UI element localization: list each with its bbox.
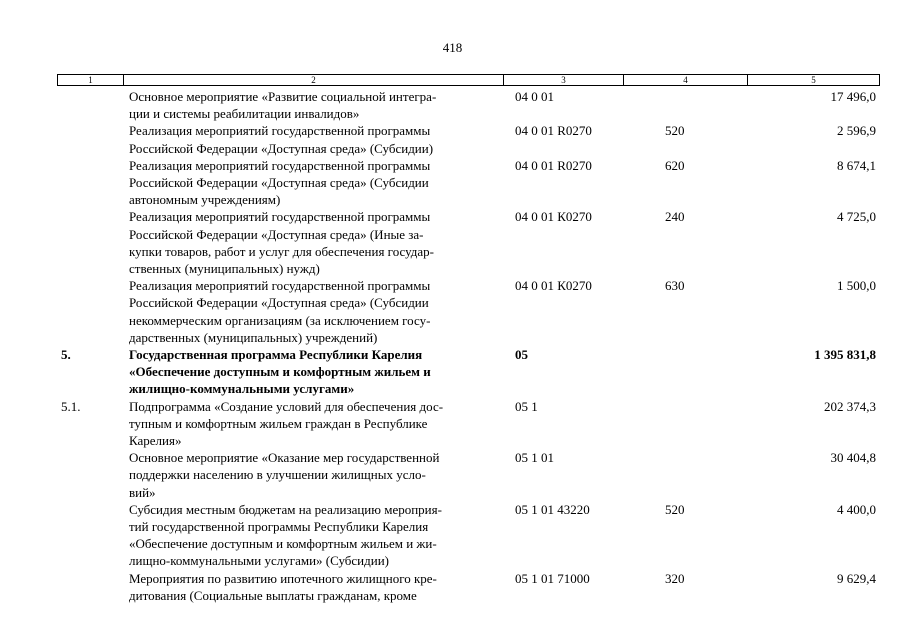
amount: 17 496,0 [830,89,876,104]
expense-type [640,398,750,450]
target-code: 05 1 01 [515,450,554,466]
table-row [57,346,880,398]
description-line: некоммерческим организациям (за исключением госу- [129,312,431,328]
target-code: 05 1 01 71000 [515,570,590,586]
description-line: лищно-коммунальными услугами» (Субсидии) [129,553,389,569]
row-description [129,570,507,604]
row-number [57,208,129,277]
expense-type [640,88,750,122]
row-number [57,277,129,346]
row-number [57,122,129,156]
row-description [129,208,507,277]
table-row [57,208,880,277]
target-code: 05 1 01 43220 [515,501,590,517]
row-description [129,346,507,398]
table-row [57,501,880,570]
table-header [57,74,880,86]
target-code: 04 0 01 R0270 [515,157,592,173]
description-line: купки товаров, работ и услуг для обеспечения государ- [129,243,435,259]
description-line: Реализация мероприятий государственной программы [129,209,431,225]
description-line: вий» [129,484,156,500]
expense-type [640,449,750,501]
row-description [129,122,507,156]
amount: 9 629,4 [837,570,876,586]
expense-type: 520 [665,123,685,139]
row-description [129,157,507,209]
row-description [129,501,507,570]
target-code: 04 0 01 [515,89,554,104]
target-code: 04 0 01 К0270 [515,209,592,225]
table-row [57,449,880,501]
amount: 30 404,8 [830,450,876,466]
description-line: Основное мероприятие «Оказание мер государственной [129,450,440,466]
table-row [57,157,880,209]
column-header-2: 2 [124,75,504,85]
table-row [57,122,880,156]
expense-type: 630 [665,278,685,294]
description-line: автономным учреждениям) [129,192,281,208]
row-number [57,157,129,209]
expense-type: 240 [665,209,685,225]
row-number: 5. [61,347,71,363]
amount: 1 395 831,8 [814,347,876,363]
description-line: Реализация мероприятий государственной программы [129,123,431,139]
row-number [57,501,129,570]
description-line: Мероприятия по развитию ипотечного жилищного кре- [129,570,437,586]
description-line: Российской Федерации «Доступная среда» (Субсидии [129,175,429,191]
column-header-3: 3 [504,75,624,85]
description-line: Российской Федерации «Доступная среда» (Субсидии [129,295,429,311]
row-description [129,88,507,122]
amount: 4 725,0 [837,209,876,225]
description-line: Российской Федерации «Доступная среда» (Иные за- [129,226,424,242]
description-line: ственных (муниципальных) нужд) [129,261,320,277]
amount: 8 674,1 [837,157,876,173]
description-line: Реализация мероприятий государственной программы [129,278,431,294]
table-row [57,88,880,122]
description-line: Подпрограмма «Создание условий для обеспечения дос- [129,398,444,414]
target-code: 04 0 01 К0270 [515,278,592,294]
description-line: поддержки населению в улучшении жилищных усло- [129,467,426,483]
target-code: 05 1 [515,398,538,414]
row-number [57,570,129,604]
expense-type: 620 [665,157,685,173]
description-line: тупным и комфортным жильем граждан в Республике [129,415,428,431]
column-header-1: 1 [58,75,124,85]
target-code: 05 [515,347,528,363]
row-number [57,88,129,122]
description-line: Основное мероприятие «Развитие социальной интегра- [129,89,437,104]
description-line: дитования (Социальные выплаты гражданам, кроме [129,587,417,603]
column-header-5: 5 [811,75,816,85]
amount: 1 500,0 [837,278,876,294]
description-line: Карелия» [129,433,182,449]
amount: 4 400,0 [837,501,876,517]
expense-type: 520 [665,501,685,517]
description-line: Государственная программа Республики Карелия [129,347,423,363]
amount: 2 596,9 [837,123,876,139]
description-line: «Обеспечение доступным и комфортным жильем и [129,364,431,380]
description-line: Субсидия местным бюджетам на реализацию мероприя- [129,501,442,517]
target-code: 04 0 01 R0270 [515,123,592,139]
amount: 202 374,3 [824,398,876,414]
column-header-4: 4 [624,75,748,85]
row-description [129,277,507,346]
expense-type: 320 [665,570,685,586]
table-row [57,570,880,604]
table-row [57,277,880,346]
page-number: 418 [442,40,463,55]
description-line: тий государственной программы Республики Карелия [129,519,429,535]
description-line: жилищно-коммунальными услугами» [129,381,355,397]
expense-type [640,346,750,398]
row-description [129,398,507,450]
table-body [57,88,880,604]
description-line: Российской Федерации «Доступная среда» (Субсидии) [129,140,434,156]
description-line: ции и системы реабилитации инвалидов» [129,106,360,122]
table-row [57,398,880,450]
row-number: 5.1. [61,398,81,414]
description-line: дарственных (муниципальных) учреждений) [129,329,378,345]
description-line: Реализация мероприятий государственной программы [129,157,431,173]
row-number [57,449,129,501]
row-description [129,449,507,501]
description-line: «Обеспечение доступным и комфортным жильем и жи- [129,536,437,552]
